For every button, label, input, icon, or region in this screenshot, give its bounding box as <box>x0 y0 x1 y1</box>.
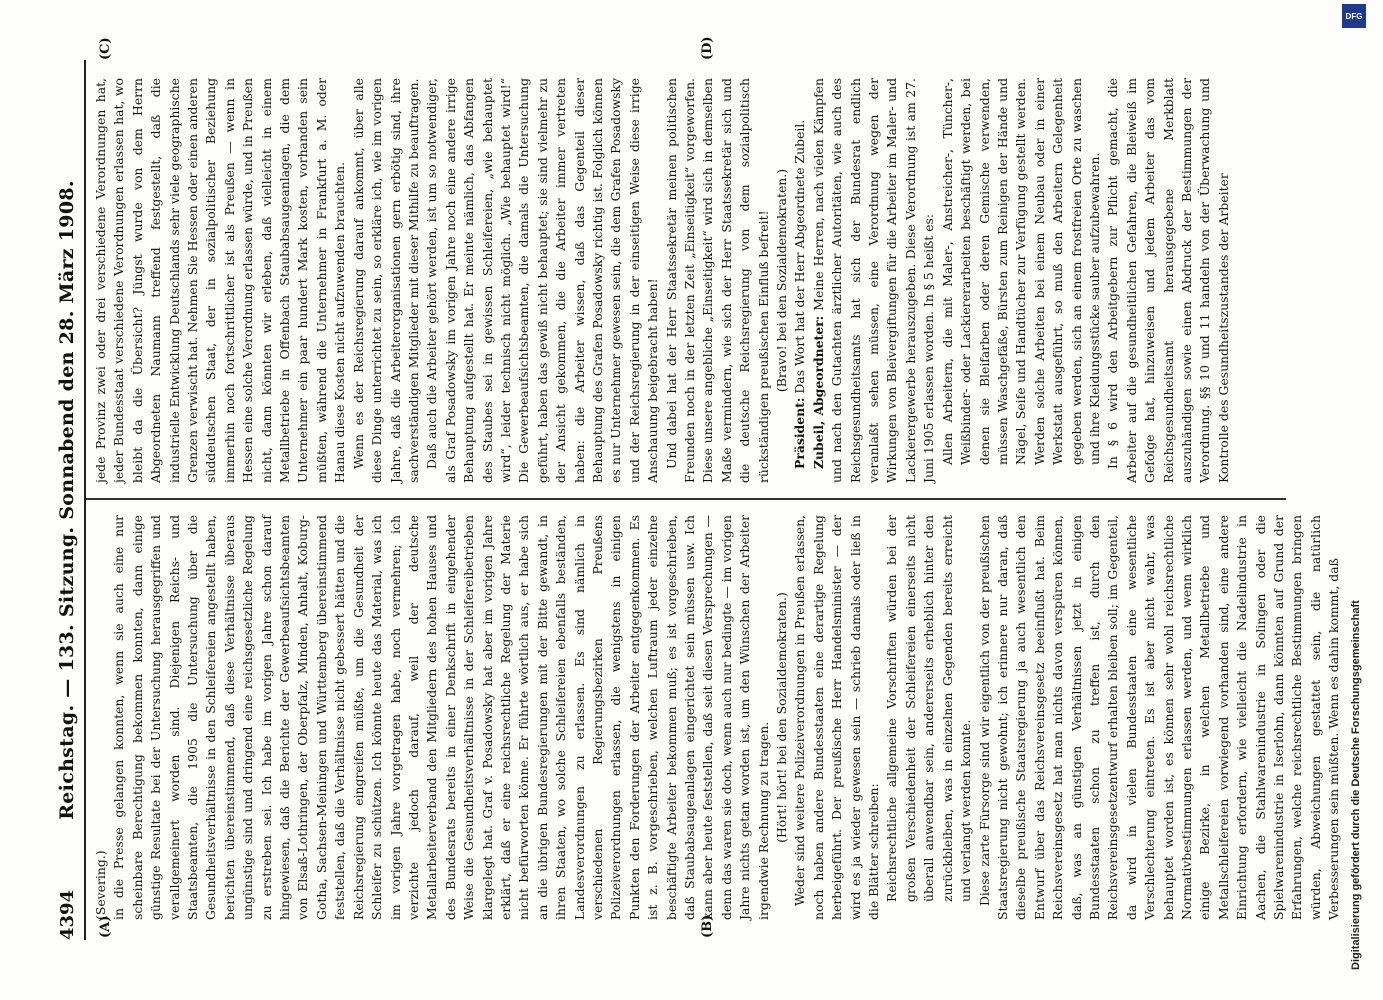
speaker-intro <box>810 78 939 483</box>
page-number: 4394 <box>57 889 78 940</box>
left-column <box>92 515 1344 920</box>
paragraph: Daß auch die Arbeiter gehört werden, ist um so notwendiger, als Graf Posadowsky im vorigen Jahre noch eine andere irrige Behauptung aufgestellt hat. Er meinte nämlich, das Abfangen des Staubes sei in gewissen Schleifereien, „wie behauptet wird“, leider technisch nicht möglich. „Wie behauptet wird!“ Die Gewerbeaufsichtsbeamten, die damals die Untersuchung geführt, haben das gewiß nicht behauptet; sie sind vielmehr zu der Ansicht gekommen, die die Arbeiter immer vertreten haben: die Arbeiter wissen, daß das Gegenteil dieser Behauptung des Grafen Posadowsky richtig ist. Folglich können es nur Unternehmer gewesen sein, die dem Grafen Posadowsky und der Reichsregierung in der einseitigen Weise diese irrige Anschauung beigebracht haben! <box>424 78 661 483</box>
paragraph: Wenn es der Reichsregierung darauf ankommt, über alle diese Dinge unterrichtet zu sein, so erkläre ich, wie im vorigen Jahre, daß die Arbeiterorganisationen gern erbötig sind, ihre sachverständigen Mitglieder mit dieser Mithilfe zu beauftragen. <box>350 78 421 483</box>
president-text: Das Wort hat der Herr Abgeordnete Zubeil. <box>792 119 808 394</box>
speaker-label: (Severing.) <box>93 850 108 920</box>
paragraph: In § 6 wird den Arbeitgebern zur Pflicht gemacht, die Arbeiter auf die gesundheitlichen Gefahren, die Bleiweiß im Gefolge hat, hinzuweisen und jedem Arbeiter das vom Reichsgesundheitsamt herausgegebene Merkblatt auszuhändigen sowie einen Abdruck der Bestimmungen der Verordnung. §§ 10 und 11 handeln von der Überwachung und Kontrolle des Gesundheitszustandes der Arbeiter <box>1105 78 1231 483</box>
page-header <box>44 60 86 940</box>
paragraph: jede Provinz zwei oder drei verschiedene Verordnungen hat, jeder Bundesstaat verschiedene Verordnungen erlassen hat, wo bleibt da die Übersicht? Jüngst wurde von dem Herrn Abgeordneten Naumann treffend festgestellt, daß die industrielle Entwicklung Deutschlands sehr viele geographische Grenzen verwischt hat. Nehmen Sie Hessen oder einen anderen süddeutschen Staat, der in sozialpolitischer Beziehung immerhin noch fortschrittlicher ist als Preußen — wenn in Hessen eine solche Verordnung erlassen würde, und in Preußen nicht, dann könnten wir erleben, daß vielleicht in einem Metallbetriebe in Offenbach Staubabsaugeanlagen, die dem Unternehmer ein paar hundert Mark kosten, vorhanden sein müßten, während die Unternehmer in Frankfurt a. M. oder Hanau diese Kosten nicht aufzuwenden brauchten. <box>93 77 348 483</box>
paragraph: Und dabei hat der Herr Staatssekretär meinen politischen Freunden noch in der letzten Zeit „Einseitigkeit“ vorgeworfen. Diese unsere angebliche „Einseitigkeit“ wird sich in demselben Maße vermindern, wie sich der Herr Staatssekretär sich und die deutsche Reichsregierung von dem sozialpolitisch rückständigen preußischen Einfluß befreit! <box>663 78 771 483</box>
paragraph: Diese zarte Fürsorge sind wir eigentlich von der preußischen Staatsregierung nicht gewohnt; ich erinnere nur daran, daß dieselbe preußische Staatsregierung ja auch wesentlich den Entwurf über das Reichsvereinsgesetz beeinflußt hat. Beim Reichsvereinsgesetz hat man nichts davon verspüren können, daß, was an günstigen Verhältnissen jetzt in einigen Bundesstaaten schon zu treffen ist, durch den Reichsvereinsgesetzentwurf erhalten bleiben soll; im Gegenteil, da wird in vielen Bundesstaaten eine wesentliche Verschlechterung eintreten. Es ist aber nicht wahr, was behauptet worden ist, es können sehr wohl reichsrechtliche Normativbestimmungen erlassen werden, und wenn wirklich einige Bezirke, in welchen Metallbetriebe und Metallschleifereien vorwiegend vorhanden sind, eine andere Einrichtung erfordern, wie vielleicht die Nadelindustrie in Aachen, die Stahlwarenindustrie in Solingen oder die Spielwarenindustrie in Iserlohn, dann könnten auf Grund der Erfahrungen, welche reichsrechtliche Bestimmungen bringen würden, Abweichungen gestattet sein, die natürlich Verbesserungen sein müßten. Wenn es dahin kommt, daß <box>976 515 1342 920</box>
margin-marker-c: (C) <box>98 37 113 60</box>
paragraph: Weder sind weitere Polizeiverordnungen in Preußen erlassen, noch haben andere Bundesstaaten eine derartige Regelung herbeigeführt. Der preußische Herr Handelsminister — der wird es ja wieder gewesen sein — schrieb damals oder ließ in die Blätter schreiben: <box>792 515 882 920</box>
credit-text: Digitalisierung gefördert durch die Deutsche Forschungsgemeinschaft <box>1350 600 1362 970</box>
digitization-credit <box>1342 30 1370 970</box>
dfg-logo-icon: DFG <box>1342 4 1366 28</box>
block-quote: Allen Arbeitern, die mit Maler-, Anstreicher-, Tüncher-, Weißbinder- oder Lackiererarbeiten beschäftigt werden, bei denen sie Bleifarben oder deren Gemische verwenden, müssen Waschgefäße, Bürsten zum Reinigen der Hände und Nägel, Seife und Handtücher zur Verfügung gestellt werden. Werden solche Arbeiten bei einem Neubau oder in einer Werkstatt ausgeführt, so muß den Arbeitern Gelegenheit gegeben werden, sich an einem frostfreien Orte zu waschen und ihre Kleidungsstücke sauber aufzubewahren. <box>939 78 1102 465</box>
paragraph: Meine Herren, nach vielen Kämpfen und nach den Gutachten ärztlicher Autoritäten, wie auch des Reichsgesundheitsamts hat sich der Bundesrat endlich veranlaßt sehen müssen, eine Verordnung wegen der Wirkungen von Bleivergiftungen für die Arbeiter im Maler- und Lackierergewerbe herauszugeben. Diese Verordnung ist am 27. Juni 1905 erlassen worden. In § 5 heißt es: <box>810 78 937 483</box>
speaker-role: Abgeordneter: <box>810 315 826 416</box>
running-title: Reichstag. — 133. Sitzung. Sonnabend den 28. März 1908. <box>56 180 78 820</box>
column-divider <box>86 498 1286 500</box>
president-line <box>791 78 809 483</box>
interjection: (Bravo! bei den Sozialdemokraten.) <box>774 168 790 393</box>
block-quote: Reichsrechtliche allgemeine Vorschriften würden bei der großen Verschiedenheit der Schleifereien einerseits nicht überall anwendbar sein, andererseits erheblich hinter den zurückbleiben, was in einzelnen Gegenden bereits erreicht und verlangt werden konnte. <box>884 515 974 902</box>
interjection: (Hört! hört! bei den Sozialdemokraten.) <box>774 592 790 843</box>
margin-marker-b: (B) <box>700 914 715 938</box>
margin-marker-a: (A) <box>98 915 113 938</box>
right-column <box>92 78 1233 483</box>
paragraph: in die Presse gelangen konnten, wenn sie auch eine nur scheinbare Berechtigung bekommen konnten, dann einige günstige Resultate bei der Untersuchung herausgegriffen und verallgemeinert worden sind. Diejenigen Reichs- und Staatsbeamten, die 1905 die Untersuchung über die Gesundheitsverhältnisse in den Schleifereien angestellt haben, berichten übereinstimmend, daß diese Verhältnisse überaus ungünstige sind und dringend eine reichsgesetzliche Regelung zu erstreben sei. Ich habe im vorigen Jahre schon darauf hingewiesen, daß die Berichte der Gewerbeaufsichtsbeamten von Elsaß-Lothringen, der Oberpfalz, Minden, Anhalt, Koburg-Gotha, Sachsen-Meiningen und Württemberg übereinstimmend feststellen, daß die Verhältnisse nicht gebessert hätten und die Reichsregierung eingreifen müßte, um die Gesundheit der Schleifer zu schützen. Ich könnte heute das Material, was ich im vorigen Jahre vorgetragen habe, noch vermehren; ich verzichte jedoch darauf, weil der deutsche Metallarbeiterverband den Mitgliedern des hohen Hauses und des Bundesrats bereits in einer Denkschrift in eingehender Weise die Gesundheitsverhältnisse in der Schleifereibetrieben klargelegt hat. Graf v. Posadowsky hat aber im vorigen Jahre erklärt, daß er eine reichsrechtliche Regelung der Materie nicht befürworten könne. Er führte wörtlich aus, er habe sich an die übrigen Bundesregierungen mit der Bitte gewandt, in ihren Staaten, wo solche Schleifereien ebenfalls beständen, Landesverordnungen zu erlassen. Es sind nämlich in verschiedenen Regierungsbezirken Preußens Polizeiverordnungen erlassen, die wenigstens in einigen Punkten den Forderungen der Arbeiter entgegenkommen. Es ist z. B. vorgeschrieben, welchen Luftraum jeder einzelne beschäftigte Arbeiter bekommen muß; es ist vorgeschrieben, daß Staubabsaugeanlagen eingerichtet sein müssen usw. Ich kann aber heute feststellen, daß seit diesen Versprechungen — denn das waren sie doch, wenn auch nur bedingte — im vorigen Jahre nichts getan worden ist, um den Wünschen der Arbeiter irgendwie Rechnung zu tragen. <box>111 515 771 920</box>
margin-marker-d: (D) <box>700 36 715 60</box>
president-label: Präsident: <box>792 397 808 469</box>
speaker-name: Zubeil, <box>810 420 826 469</box>
